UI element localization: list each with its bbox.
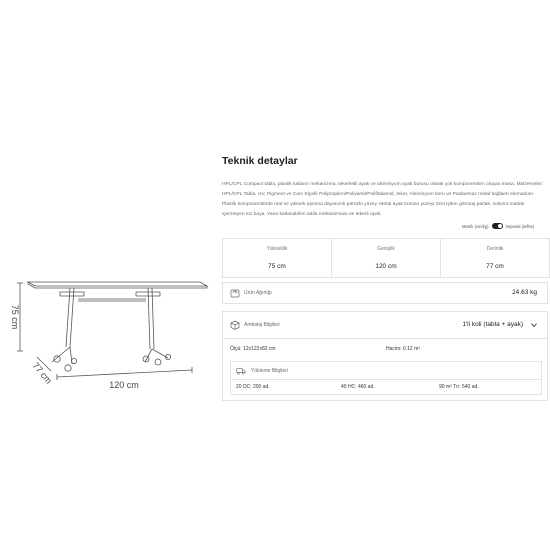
- section-title: Teknik detaylar: [222, 155, 298, 167]
- weight-value: 24.63 kg: [512, 289, 537, 296]
- product-weight-row: [222, 282, 548, 304]
- loading-item: 90 m³ Tır: 540 ad.: [439, 384, 479, 390]
- scale-icon: [230, 288, 240, 298]
- dimension-label: Genişlik: [377, 246, 395, 252]
- truck-icon: [236, 366, 246, 376]
- package-value: 1'li koli (tabla + ayak): [462, 321, 523, 328]
- table-drawing: [0, 265, 220, 400]
- unit-imperial-label: İmperial (in/lbs): [505, 223, 535, 229]
- dimension-label: Derinlik: [486, 246, 504, 252]
- loading-info-header: [231, 362, 541, 380]
- package-info-header[interactable]: [223, 312, 547, 339]
- unit-metric-label: Metrik (cm/kg): [462, 223, 489, 229]
- dimension-width: [332, 239, 441, 277]
- height-label: 75 cm: [10, 304, 20, 330]
- loading-item: 40 HC: 460 ad.: [341, 384, 375, 390]
- dimension-label: Yükseklik: [266, 246, 288, 252]
- dimension-depth: [441, 239, 549, 277]
- depth-label: 77 cm: [30, 360, 55, 386]
- unit-toggle[interactable]: [462, 223, 534, 229]
- dimension-value: 120 cm: [375, 263, 397, 270]
- loading-info-panel: [230, 361, 542, 395]
- dimensions-table: [222, 238, 550, 278]
- width-label: 120 cm: [109, 380, 139, 390]
- loading-label: Yükleme Bilgileri: [251, 368, 288, 374]
- product-description: HPL/CPL Compact tabla, plastik katlanır mekanizma, tekerlekli ayak ve alüminyum ayak borusu olarak çok komponentten oluşan masa. Malzemeler: HPL/CPL Tabla, UV, Pigment ve Cam Elyaflı Polipropilen/Poliyamit/Polifitalamid, teker, Alüminyum boru ve Paslanmaz metal bağlantı elemanları. Plastik komponentlerde mat ve yüksek aşınma dayanımlı pürüzlü yüzey. Metal ayak borusu yüzeyi özel işlem görmüş parlak, solvent madde içermeyen toz boya. Yana katlanabilen tabla mekanizması ve tekerli ayak.: [222, 182, 544, 217]
- package-info-panel: [222, 311, 548, 401]
- dimension-value: 75 cm: [268, 263, 286, 270]
- package-volume: Hacim: 0.12 m³: [386, 346, 420, 352]
- box-icon: [230, 320, 240, 330]
- dimension-value: 77 cm: [486, 263, 504, 270]
- dimension-height: [223, 239, 332, 277]
- weight-label: Ürün Ağırlığı: [244, 290, 272, 296]
- chevron-down-icon[interactable]: [530, 321, 538, 329]
- package-label: Ambalaj Bilgileri: [244, 322, 280, 328]
- loading-item: 20 DC: 200 ad.: [236, 384, 270, 390]
- package-size: Ölçü: 12x122x82 cm: [230, 346, 276, 352]
- unit-switch[interactable]: [492, 223, 503, 229]
